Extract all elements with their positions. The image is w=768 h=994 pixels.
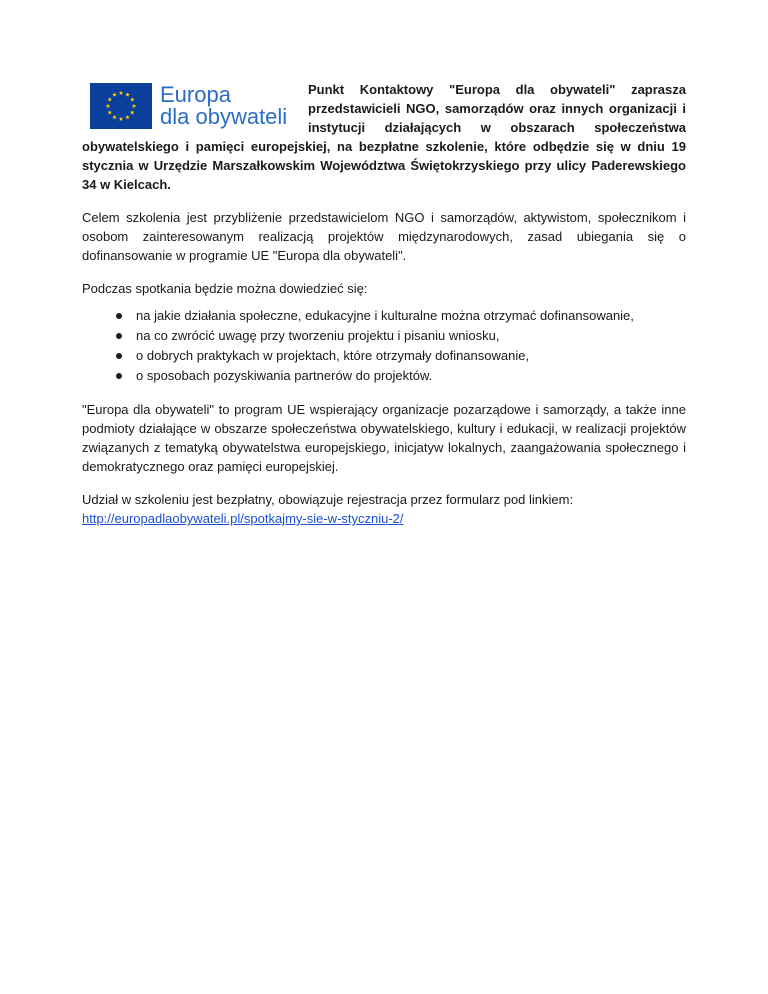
list-item: na jakie działania społeczne, edukacyjne i kulturalne można otrzymać dofinansowanie, (136, 306, 686, 326)
eu-flag-icon (90, 83, 152, 129)
list-item: o sposobach pozyskiwania partnerów do projektów. (136, 366, 686, 386)
program-description: "Europa dla obywateli" to program UE wspierający organizacje pozarządowe i samorządy, a także inne podmioty działające w obszarze społeczeństwa obywatelskiego, kultury i edukacji, w realizacji projektów związanych z tematyką obywatelstwa europejskiego, inicjatyw lokalnych, zaangażowania społecznego i demokratycznego oraz pamięci europejskiej. (82, 402, 686, 474)
list-item: o dobrych praktykach w projektach, które otrzymały dofinansowanie, (136, 346, 686, 366)
topics-list (82, 306, 686, 386)
list-item: na co zwrócić uwagę przy tworzeniu projektu i pisaniu wniosku, (136, 326, 686, 346)
europa-dla-obywateli-logo (90, 80, 302, 132)
registration-link[interactable]: http://europadlaobywateli.pl/spotkajmy-sie-w-styczniu-2/ (82, 511, 404, 526)
logo-line-1: Europa (160, 82, 231, 107)
meeting-intro: Podczas spotkania będzie można dowiedzieć się: (82, 281, 368, 296)
registration-text: Udział w szkoleniu jest bezpłatny, obowiązuje rejestracja przez formularz pod linkiem: (82, 492, 574, 507)
purpose-paragraph: Celem szkolenia jest przybliżenie przedstawicielom NGO i samorządów, aktywistom, społecznikom i osobom zainteresowanym realizacją projektów międzynarodowych, zasad ubiegania się o dofinansowanie w programie UE "Europa dla obywateli". (82, 210, 686, 263)
intro-paragraph: Punkt Kontaktowy "Europa dla obywateli" zaprasza przedstawicieli NGO, samorządów oraz innych organizacji i instytucji działających w obszarach społeczeństwa obywatelskiego i pamięci europejskiej, na bezpłatne szkolenie, które odbędzie się w dniu 19 stycznia w Urzędzie Marszałkowskim Województwa Świętokrzyskiego przy ulicy Paderewskiego 34 w Kielcach. (82, 82, 686, 192)
registration-paragraph (82, 490, 686, 528)
logo-wordmark (160, 84, 287, 128)
logo-line-2: dla obywateli (160, 104, 288, 129)
document-page (82, 80, 686, 528)
